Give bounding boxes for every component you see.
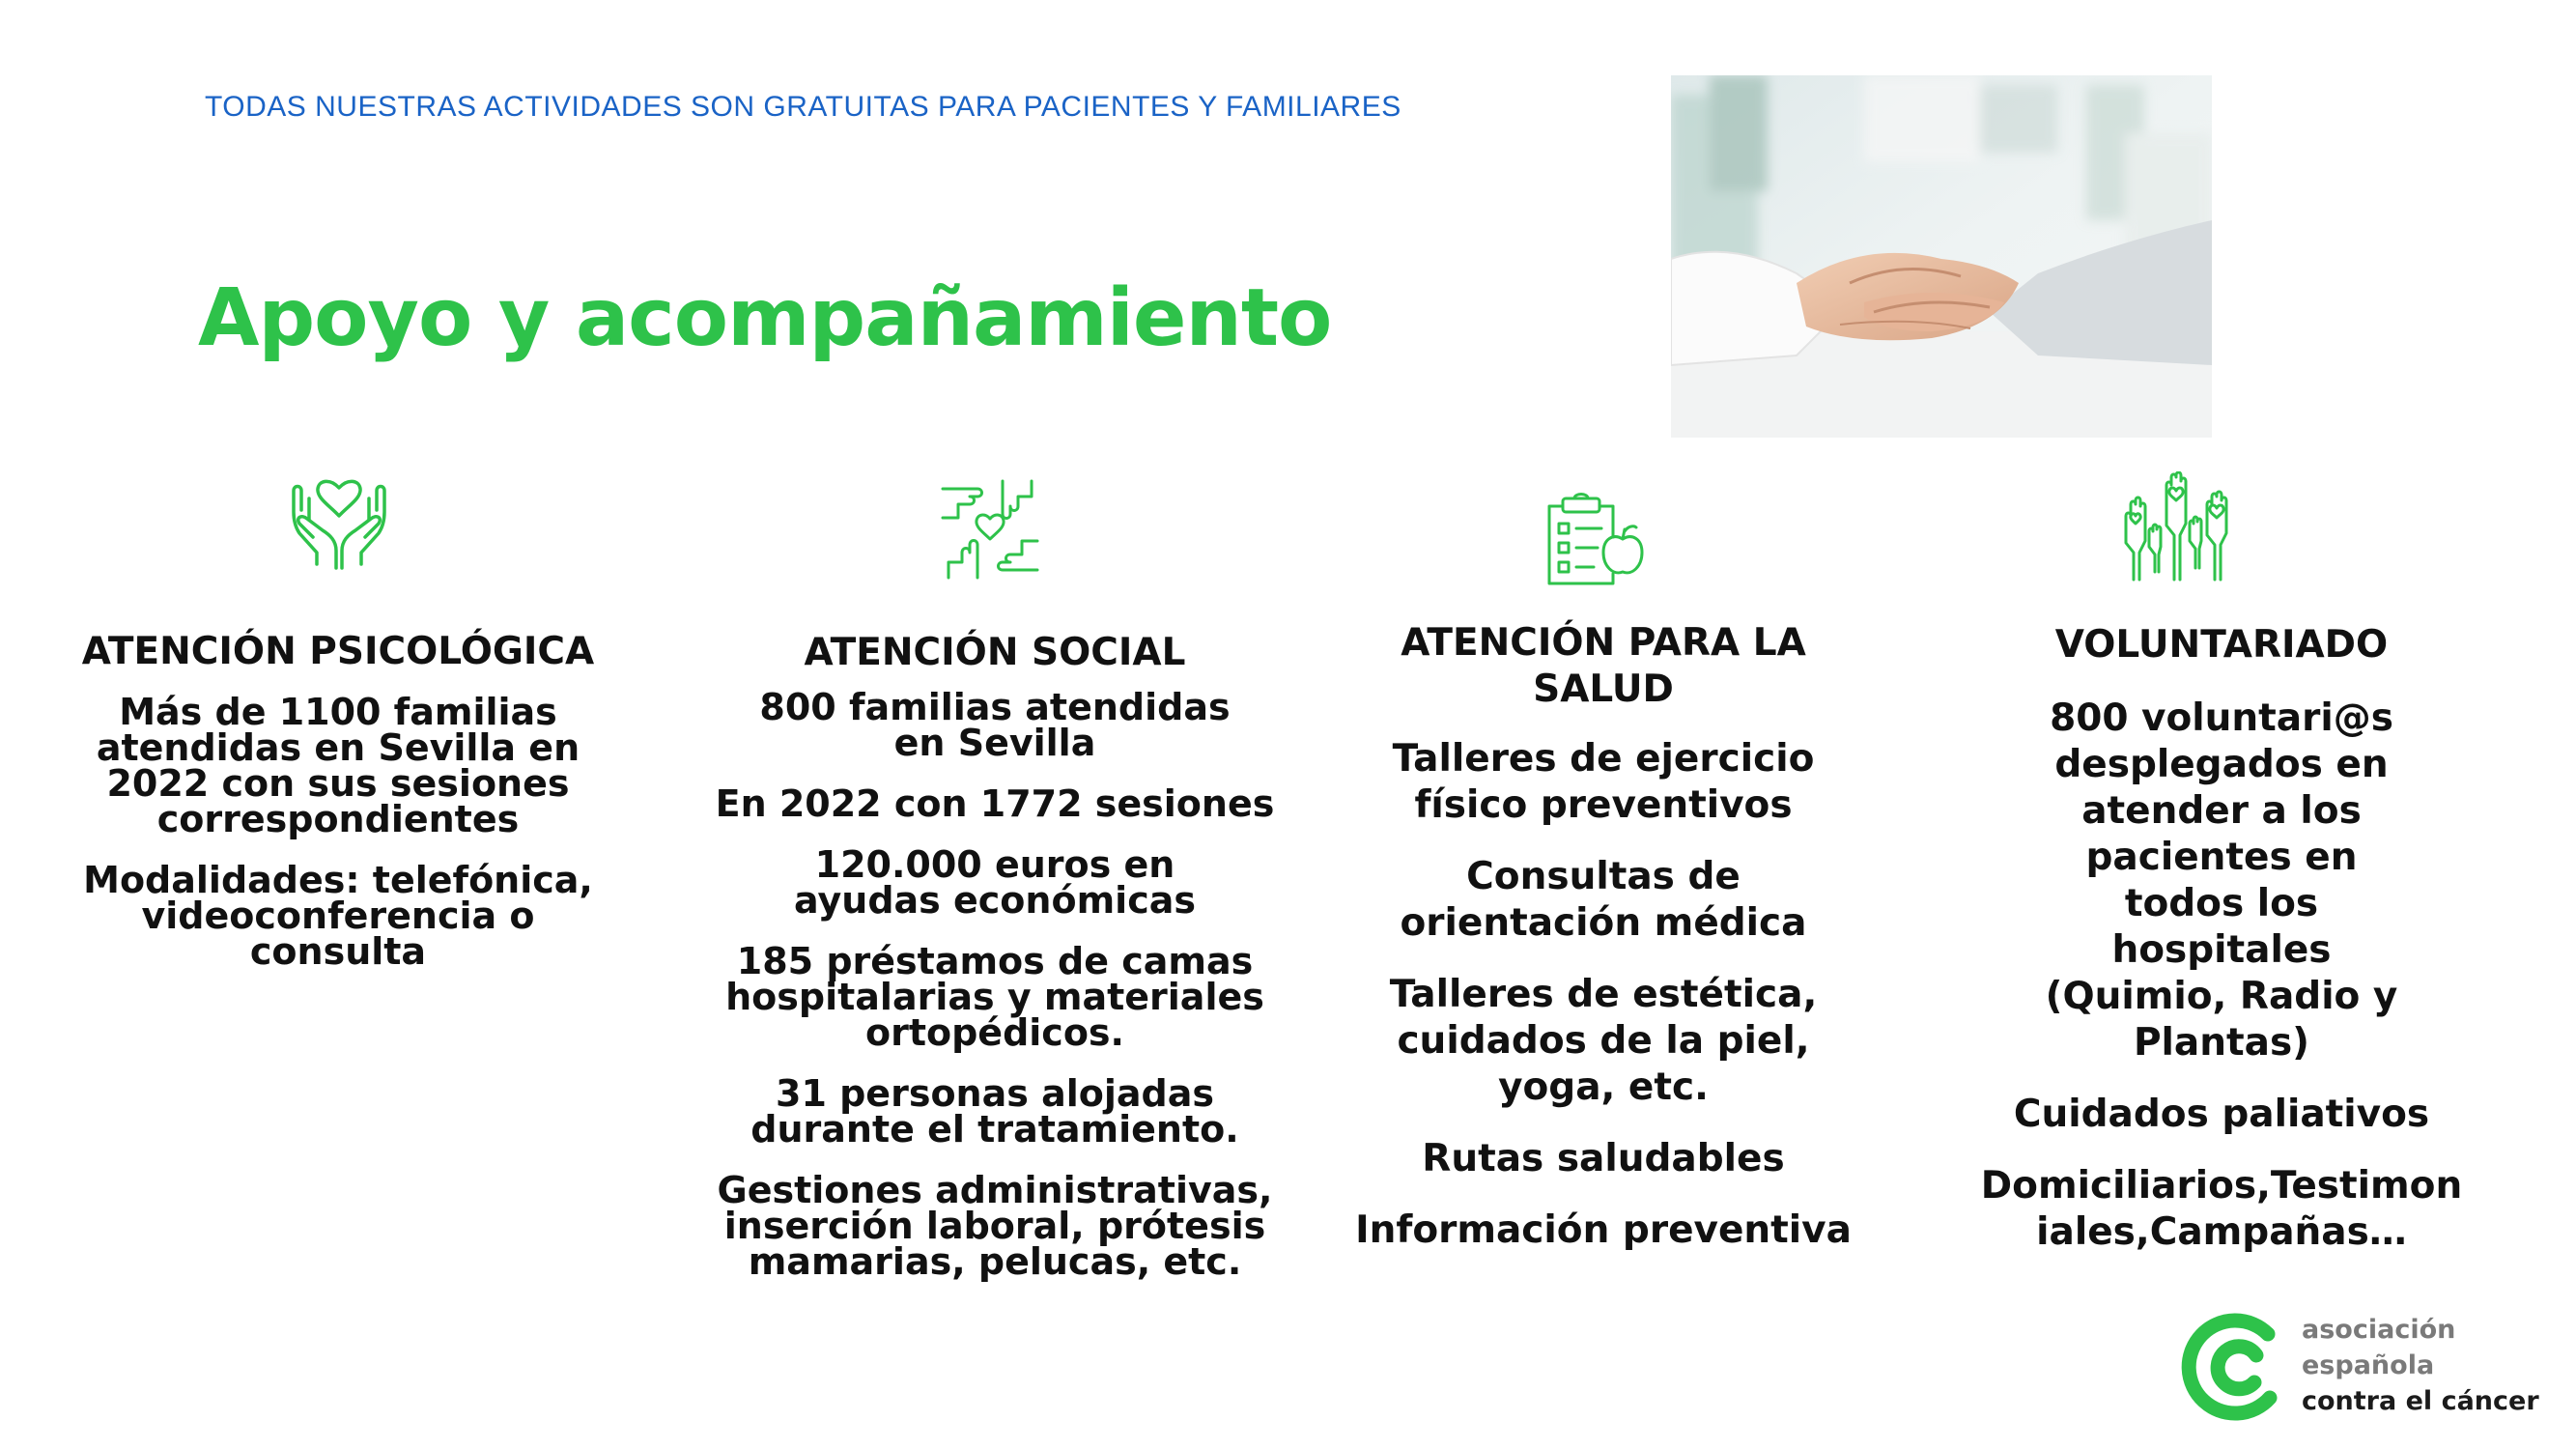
tagline: TODAS NUESTRAS ACTIVIDADES SON GRATUITAS PARA PACIENTES Y FAMILIARES <box>205 91 1401 123</box>
column-item: Gestiones administrativas, inserción laboral, prótesis mamarias, pelucas, etc. <box>717 1169 1273 1283</box>
holding-hands-photo <box>1671 75 2212 438</box>
column-item: Modalidades: telefónica, videoconferencia o consulta <box>83 859 593 973</box>
column-heading: VOLUNTARIADO <box>2054 623 2389 667</box>
column-item: 800 voluntari@s desplegados en atender a los pacientes en todos los hospitales (Quimio, Radio y Plantas) <box>2045 696 2398 1065</box>
column-atencion-salud <box>1333 620 1874 1254</box>
column-item: En 2022 con 1772 sesiones <box>715 782 1275 825</box>
column-atencion-psicologica <box>68 630 609 973</box>
page-title: Apoyo y acompañamiento <box>198 272 1332 364</box>
logo-line: asociación <box>2302 1315 2456 1345</box>
column-heading: ATENCIÓN PSICOLÓGICA <box>81 630 595 673</box>
aecc-logo-icon <box>2173 1309 2289 1425</box>
column-item: Información preventiva <box>1355 1208 1852 1252</box>
column-voluntariado <box>1961 624 2482 1256</box>
column-heading: ATENCIÓN SOCIAL <box>804 631 1186 674</box>
column-item: Rutas saludables <box>1422 1137 1785 1180</box>
column-item: Talleres de estética, cuidados de la piel, yoga, etc. <box>1389 973 1818 1109</box>
column-item: Consultas de orientación médica <box>1400 855 1807 945</box>
linked-hands-heart-icon <box>939 479 1041 580</box>
hands-heart-icon <box>288 477 390 574</box>
column-item: Cuidados paliativos <box>2013 1093 2430 1136</box>
column-item: 185 préstamos de camas hospitalarias y materiales ortopédicos. <box>725 940 1264 1054</box>
column-heading: ATENCIÓN PARA LA SALUD <box>1401 621 1806 711</box>
column-item: Más de 1100 familias atendidas en Sevilla en 2022 con sus sesiones correspondientes <box>96 691 580 840</box>
aecc-logo-text <box>2302 1312 2539 1419</box>
column-item: Domiciliarios,Testimoniales,Campañas… <box>1980 1164 2463 1254</box>
column-item: 120.000 euros en ayudas económicas <box>794 843 1196 922</box>
logo-line: española <box>2302 1350 2435 1380</box>
clipboard-apple-icon <box>1545 491 1646 587</box>
column-atencion-social <box>705 631 1285 1283</box>
column-item: Talleres de ejercicio físico preventivos <box>1392 737 1815 827</box>
logo-line: contra el cáncer <box>2302 1386 2539 1416</box>
column-item: 31 personas alojadas durante el tratamiento. <box>750 1072 1239 1151</box>
raised-hands-icon <box>2122 471 2234 582</box>
column-item: 800 familias atendidas en Sevilla <box>759 686 1231 764</box>
